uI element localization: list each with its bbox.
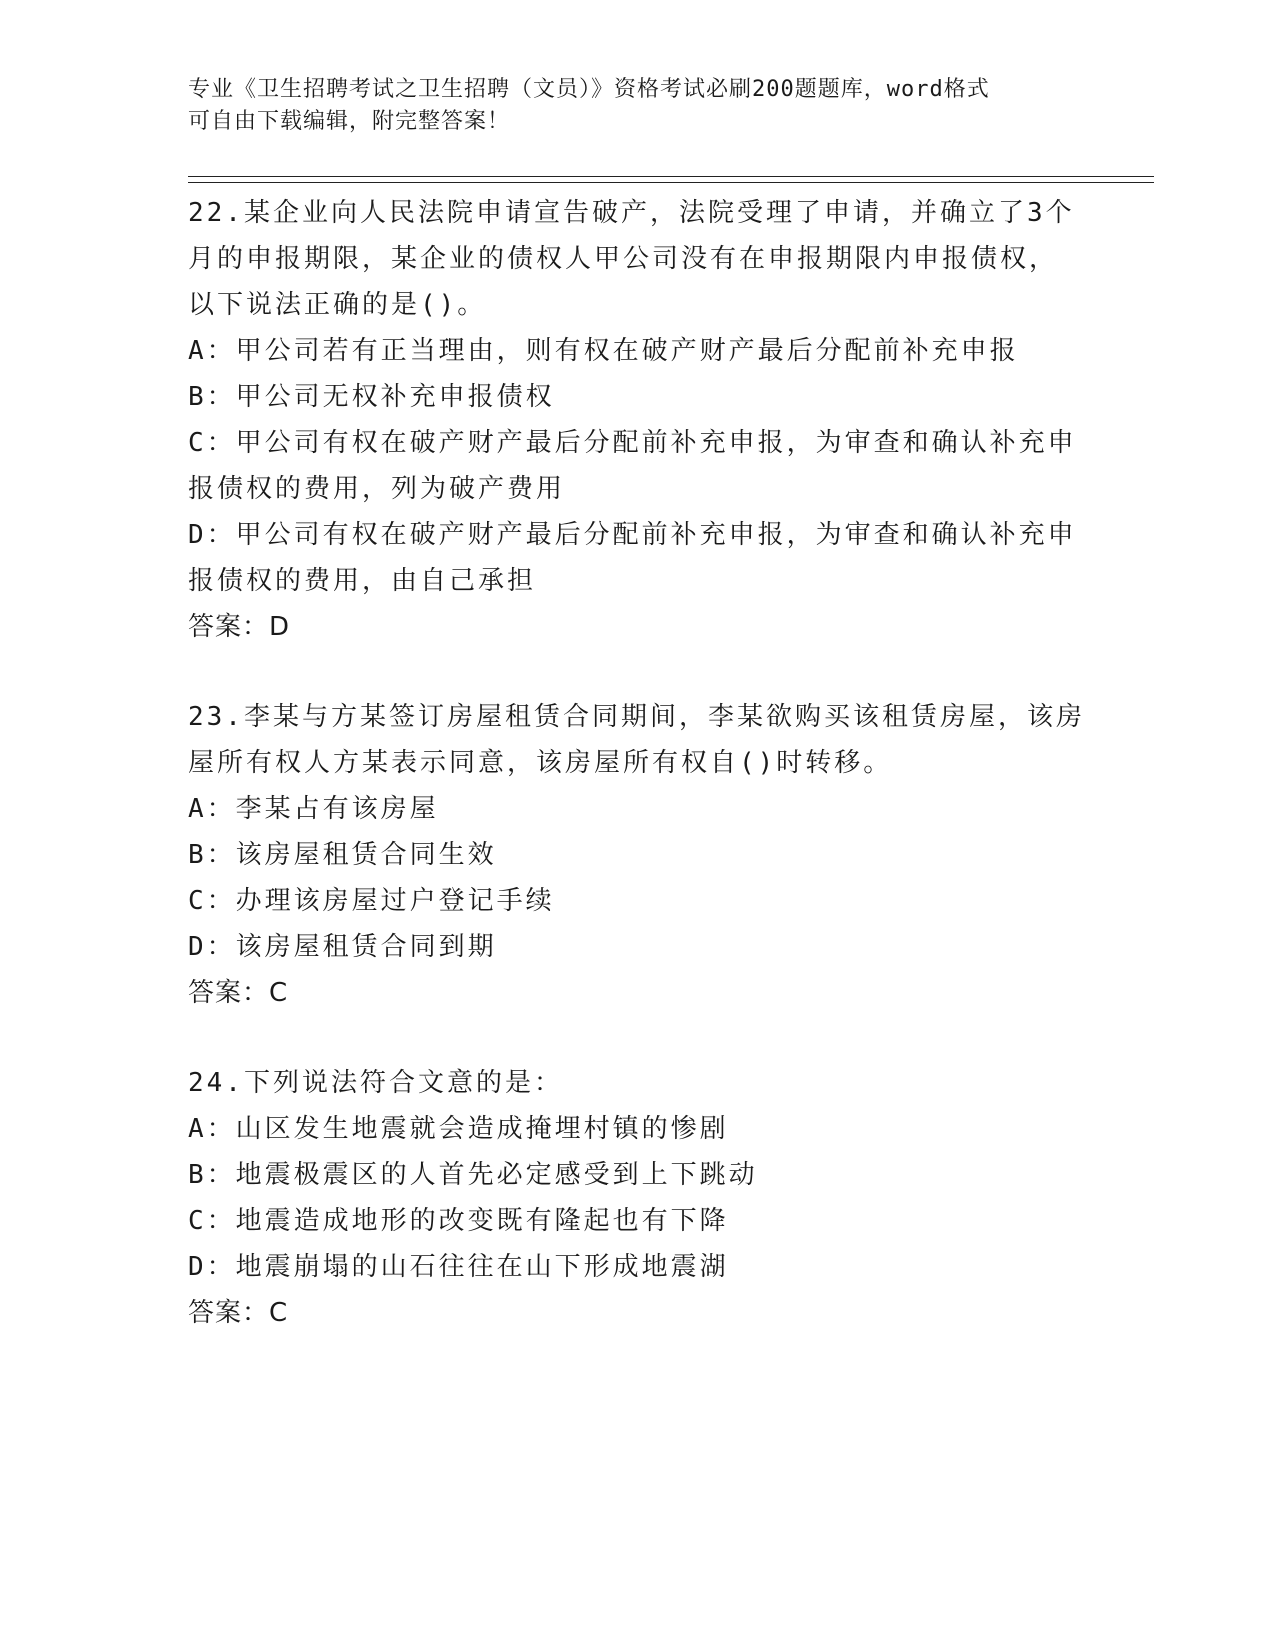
option-d-continued: 报债权的费用，由自己承担 xyxy=(188,566,537,596)
option-b: B：地震极震区的人首先必定感受到上下跳动 xyxy=(188,1160,758,1190)
question-22 xyxy=(188,190,1088,650)
question-stem-line: 24.下列说法符合文意的是： xyxy=(188,1068,563,1098)
option-a: A：甲公司若有正当理由，则有权在破产财产最后分配前补充申报 xyxy=(188,336,1019,366)
option-a: A：山区发生地震就会造成掩埋村镇的惨剧 xyxy=(188,1114,729,1144)
option-b: B：甲公司无权补充申报债权 xyxy=(188,382,555,412)
question-stem-line: 屋所有权人方某表示同意，该房屋所有权自()时转移。 xyxy=(188,748,893,778)
question-23 xyxy=(188,694,1088,1016)
answer-label: 答案：C xyxy=(188,1298,289,1328)
question-list xyxy=(188,190,1088,1380)
header-divider-bottom xyxy=(188,182,1154,183)
header-divider-top xyxy=(188,176,1154,177)
question-24 xyxy=(188,1060,1088,1336)
option-b: B：该房屋租赁合同生效 xyxy=(188,840,497,870)
question-stem-line: 22.某企业向人民法院申请宣告破产，法院受理了申请，并确立了3个 xyxy=(188,198,1075,228)
option-d: D：地震崩塌的山石往往在山下形成地震湖 xyxy=(188,1252,729,1282)
option-c: C：甲公司有权在破产财产最后分配前补充申报，为审查和确认补充申 xyxy=(188,428,1077,458)
question-stem-line: 以下说法正确的是()。 xyxy=(188,290,487,320)
document-header xyxy=(188,74,1088,138)
header-line-2: 可自由下载编辑，附完整答案！ xyxy=(188,109,511,134)
question-stem-line: 月的申报期限，某企业的债权人甲公司没有在申报期限内申报债权， xyxy=(188,244,1059,274)
question-stem-line: 23.李某与方某签订房屋租赁合同期间，李某欲购买该租赁房屋，该房 xyxy=(188,702,1085,732)
option-a: A：李某占有该房屋 xyxy=(188,794,439,824)
option-d: D：该房屋租赁合同到期 xyxy=(188,932,497,962)
option-c-continued: 报债权的费用，列为破产费用 xyxy=(188,474,566,504)
option-c: C：地震造成地形的改变既有隆起也有下降 xyxy=(188,1206,729,1236)
option-d: D：甲公司有权在破产财产最后分配前补充申报，为审查和确认补充申 xyxy=(188,520,1077,550)
header-line-1: 专业《卫生招聘考试之卫生招聘（文员）》资格考试必刷200题题库，word格式 xyxy=(188,77,990,102)
option-c: C：办理该房屋过户登记手续 xyxy=(188,886,555,916)
answer-label: 答案：D xyxy=(188,612,291,642)
answer-label: 答案：C xyxy=(188,978,289,1008)
